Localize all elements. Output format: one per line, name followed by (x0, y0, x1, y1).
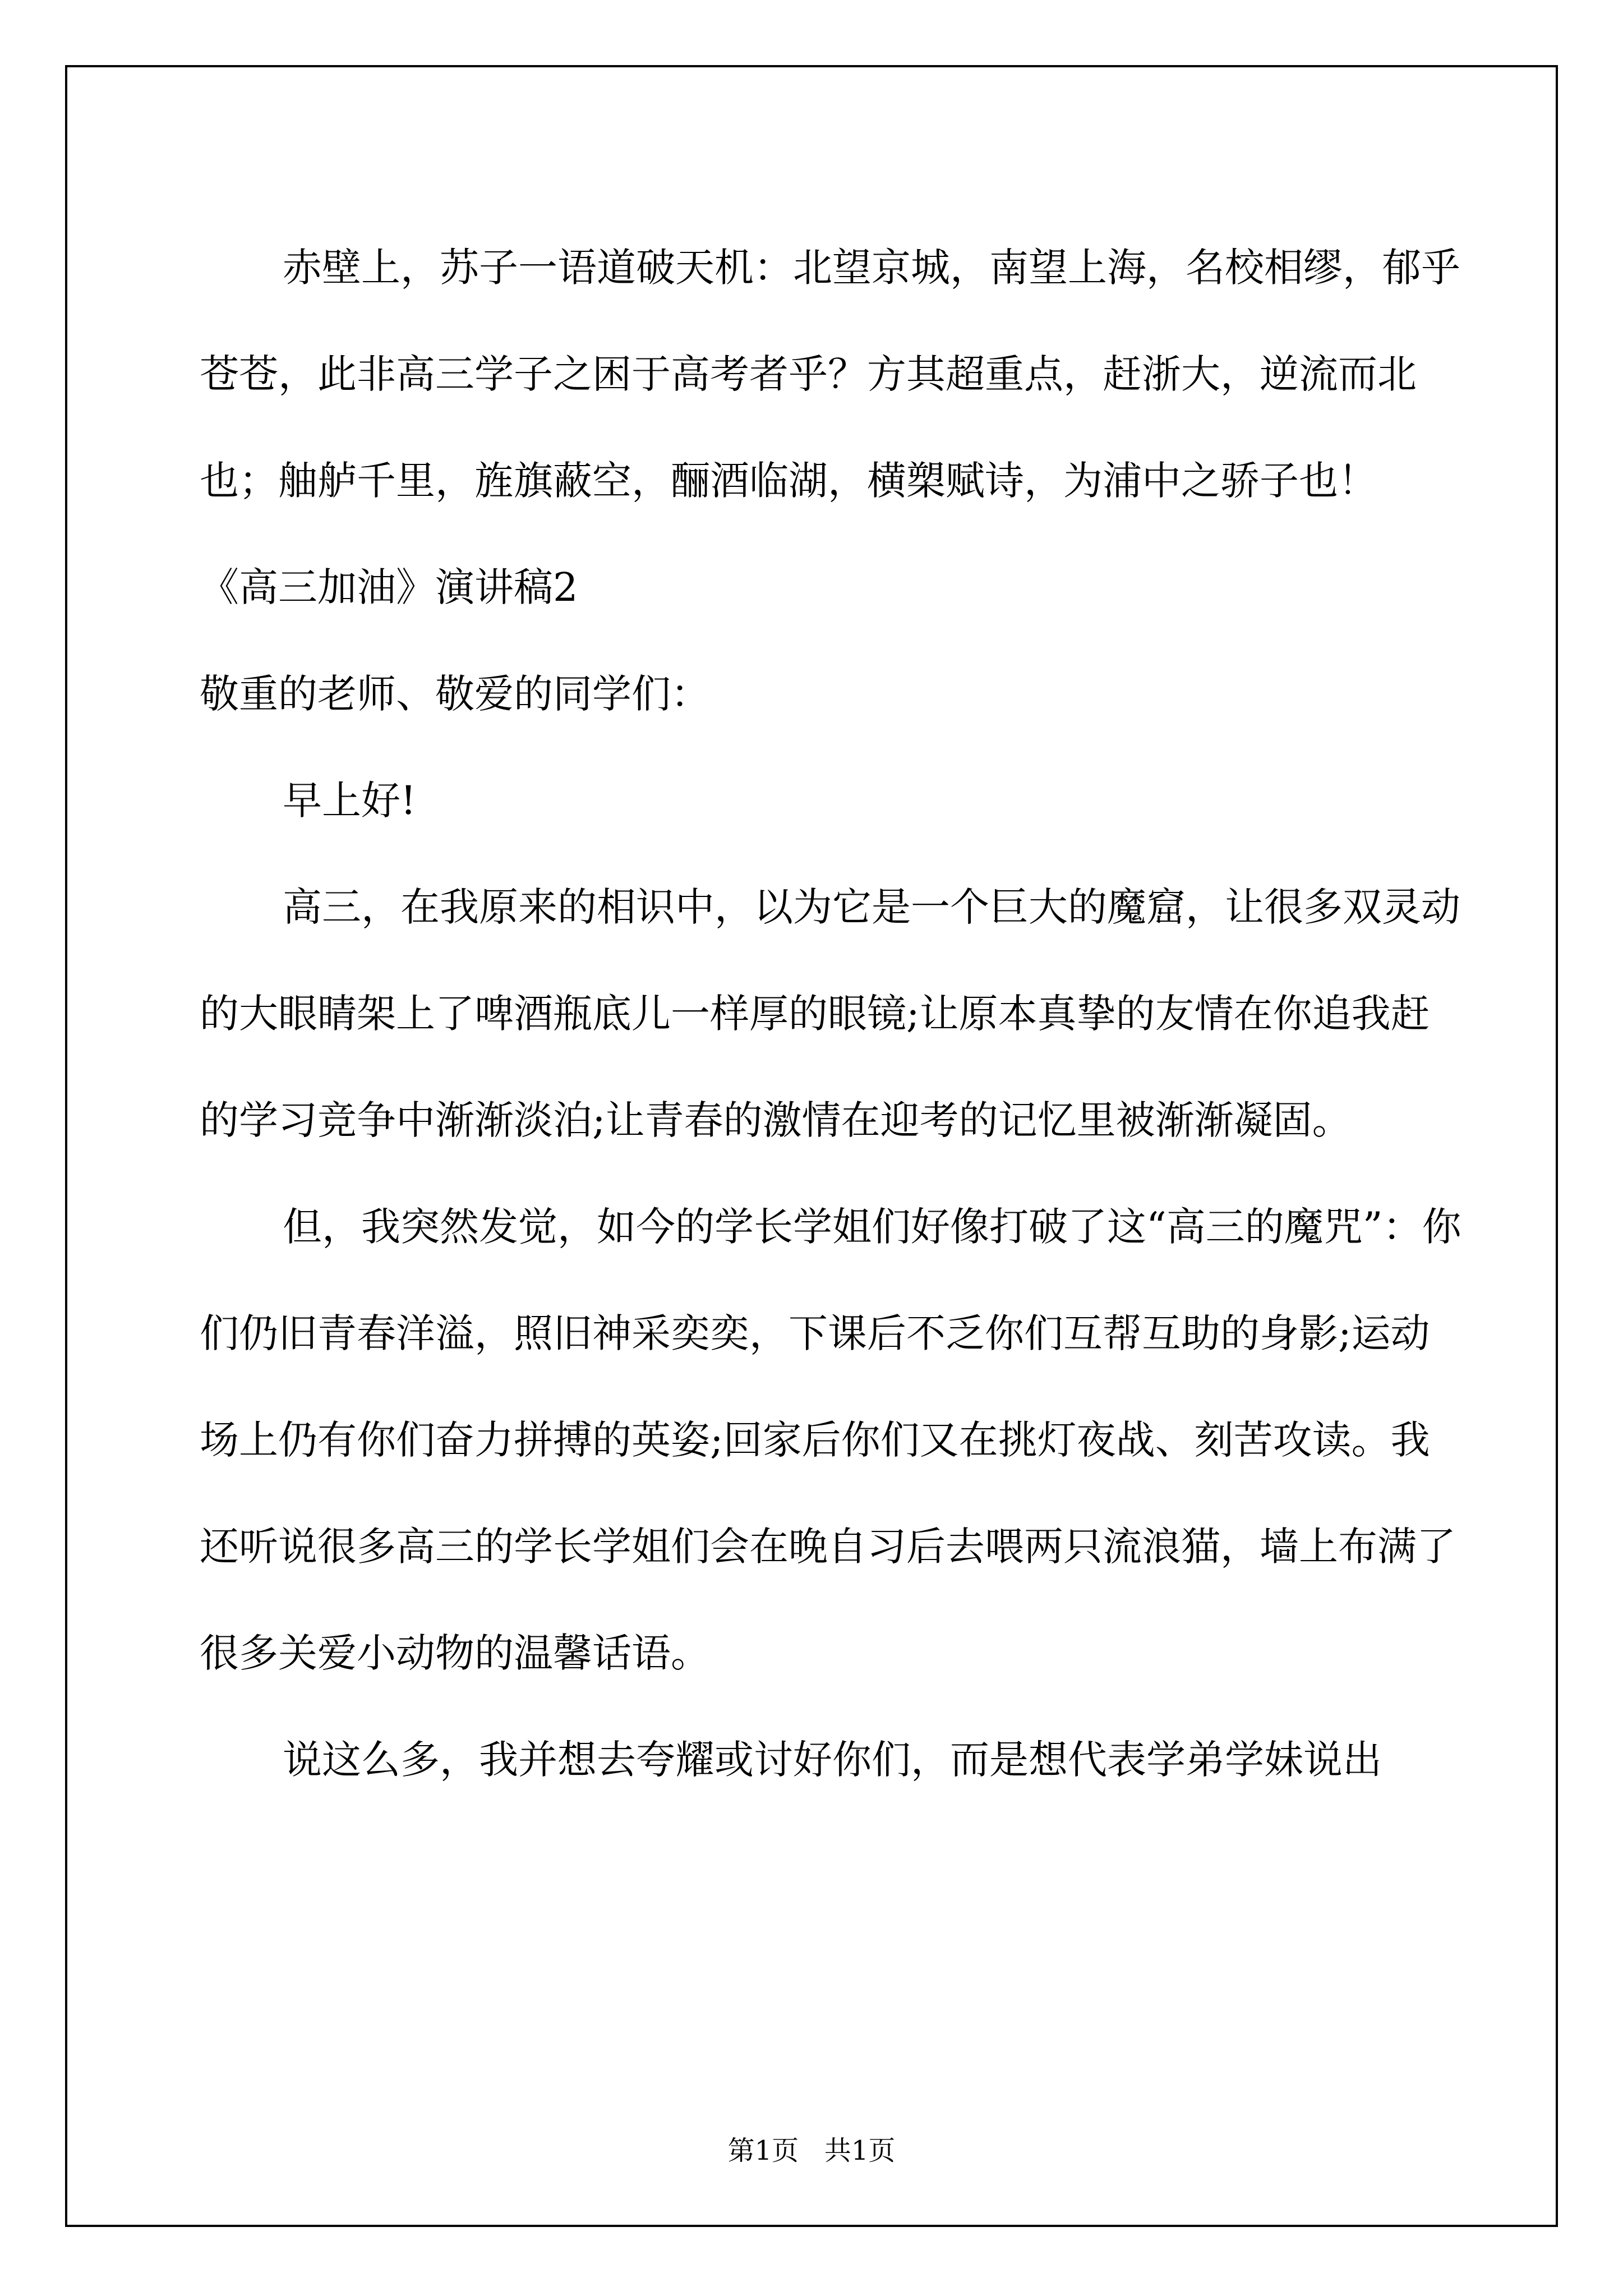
paragraph-chibi: 赤壁上，苏子一语道破天机：北望京城，南望上海，名校相缪，郁乎苍苍，此非高三学子之困于高考者乎？方其超重点，赶浙大，逆流而北也；舳舻千里，旌旗蔽空，酾酒临湖，横槊赋诗，为浦中之骄子也！ (200, 245, 1460, 504)
page-footer (0, 2129, 1623, 2168)
paragraph-discovery: 但，我突然发觉，如今的学长学姐们好像打破了这“高三的魔咒”：你们仍旧青春洋溢，照旧神采奕奕，下课后不乏你们互帮互助的身影;运动场上仍有你们奋力拼搏的英姿;回家后你们又在挑灯夜战、刻苦攻读。我还听说很多高三的学长学姐们会在晚自习后去喂两只流浪猫，墙上布满了很多关爱小动物的温馨话语。 (200, 1204, 1461, 1676)
salutation: 敬重的老师、敬爱的同学们： (200, 671, 710, 717)
section-heading: 《高三加油》演讲稿2 (200, 564, 578, 610)
document-body (200, 214, 1467, 1813)
paragraph-senior-year: 高三，在我原来的相识中，以为它是一个巨大的魔窟，让很多双灵动的大眼睛架上了啤酒瓶底儿一样厚的眼镜;让原本真挚的友情在你追我赶的学习竞争中渐渐淡泊;让青春的激情在迎考的记忆里被渐渐凝固。 (200, 884, 1460, 1143)
greeting: 早上好! (283, 777, 417, 823)
paragraph-closing: 说这么多，我并想去夸耀或讨好你们，而是想代表学弟学妹说出 (283, 1737, 1382, 1783)
page-number: 第1页 共1页 (727, 2135, 896, 2166)
